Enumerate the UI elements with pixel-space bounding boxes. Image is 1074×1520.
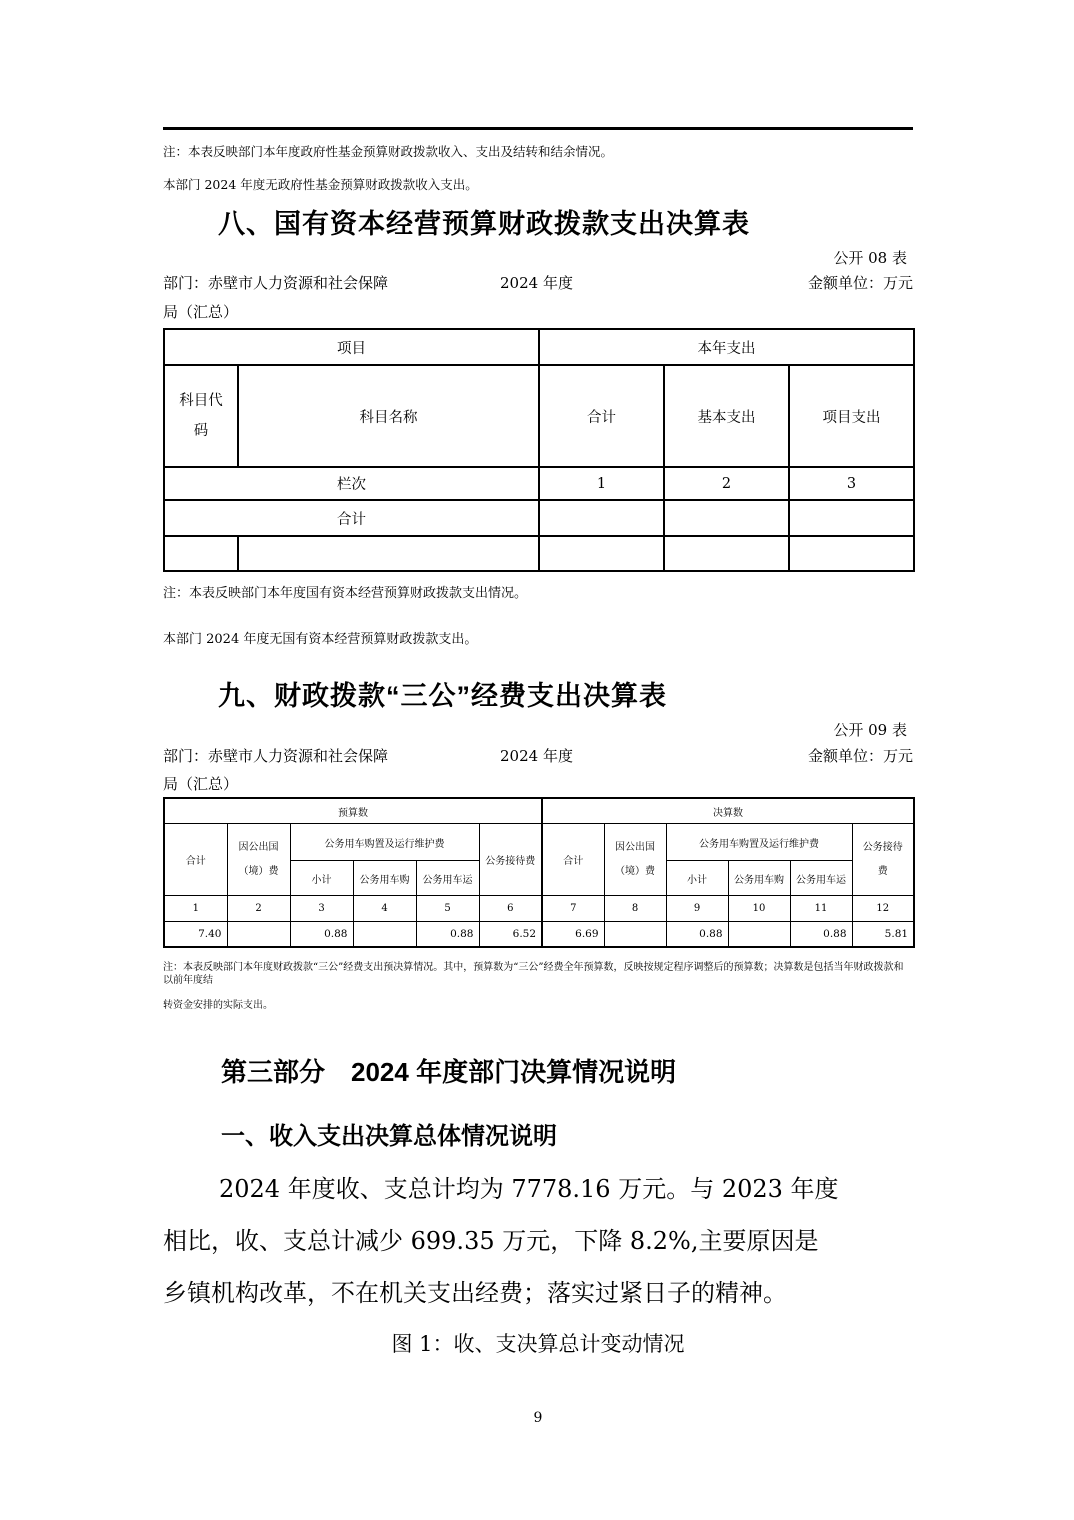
paragraph-line: 2024 年度收、支总计均为 7778.16 万元。与 2023 年度: [219, 1175, 839, 1203]
column-number: 9: [666, 896, 728, 922]
value-cell: 0.88: [290, 922, 353, 948]
value-cell: [227, 922, 290, 948]
final-vehicle-purchase-header: 公务用车购: [728, 861, 790, 896]
budget-total-header: 合计: [164, 824, 227, 896]
three-public-note-line1: 注：本表反映部门本年度财政拨款“三公”经费支出预决算情况。其中，预算数为“三公”经费全年预算数，反映按规定程序调整后的预算数；决算数是包括当年财政拨款和以前年度结: [163, 962, 904, 986]
three-public-note-line2: 转资金安排的实际支出。: [163, 1000, 273, 1011]
budget-vehicle-subtotal-header: 小计: [290, 861, 353, 896]
header-project-group: 项目: [164, 329, 539, 365]
value-cell: 0.88: [790, 922, 852, 948]
budget-reception-header: 公务接待费: [479, 824, 542, 896]
final-vehicle-subtotal-header: 小计: [666, 861, 728, 896]
fiscal-year-label: 2024 年度: [500, 747, 573, 765]
column-number: 7: [542, 896, 604, 922]
state-capital-expenditure-table: [163, 328, 915, 572]
department-line-08: [163, 272, 913, 292]
paragraph-line: 乡镇机构改革，不在机关支出经费；落实过紧日子的精神。: [163, 1279, 787, 1307]
column-number: 10: [728, 896, 790, 922]
empty-cell: [238, 536, 539, 571]
budget-vehicle-operation-header: 公务用车运: [416, 861, 479, 896]
header-subject-code: 科目代码: [164, 365, 238, 467]
column-index-label: 栏次: [164, 467, 539, 500]
empty-cell: [664, 500, 789, 536]
department-name: 部门：赤壁市人力资源和社会保障: [163, 747, 389, 765]
gov-fund-empty-note: 本部门 2024 年度无政府性基金预算财政拨款收入支出。: [163, 177, 478, 192]
empty-cell: [664, 536, 789, 571]
page-number: 9: [533, 1410, 543, 1426]
state-capital-empty-note: 本部门 2024 年度无国有资本经营预算财政拨款支出。: [163, 632, 478, 647]
table-row: [164, 896, 914, 922]
summary-paragraph: [163, 1163, 913, 1319]
paragraph-line: 相比，收、支总计减少 699.35 万元，下降 8.2%,主要原因是: [163, 1227, 819, 1255]
budget-vehicle-purchase-header: 公务用车购: [353, 861, 416, 896]
table-row: [164, 824, 914, 861]
column-number: 2: [227, 896, 290, 922]
amount-unit-label: 金额单位：万元: [807, 747, 913, 765]
department-line-09: [163, 745, 913, 765]
value-cell: 6.52: [479, 922, 542, 948]
value-cell: 6.69: [542, 922, 604, 948]
figure-1-caption: 图 1：收、支决算总计变动情况: [391, 1332, 685, 1356]
column-number: 2: [664, 467, 789, 500]
column-number: 1: [164, 896, 227, 922]
budget-vehicle-group-header: 公务用车购置及运行维护费: [290, 824, 479, 861]
top-horizontal-rule: [163, 127, 913, 130]
header-project-expenditure: 项目支出: [789, 365, 914, 467]
final-reception-header: 公务接待 费: [852, 824, 914, 896]
three-public-expenses-table: [163, 797, 915, 948]
value-cell: 7.40: [164, 922, 227, 948]
header-current-year-expenditure: 本年支出: [539, 329, 914, 365]
fiscal-year-label: 2024 年度: [500, 274, 573, 292]
table-row: [164, 365, 914, 467]
column-number: 5: [416, 896, 479, 922]
table-code-08: 公开 08 表: [833, 249, 907, 267]
header-total: 合计: [539, 365, 664, 467]
table-row: [164, 536, 914, 571]
total-row-label: 合计: [164, 500, 539, 536]
column-number: 6: [479, 896, 542, 922]
empty-cell: [539, 500, 664, 536]
table-row: [164, 467, 914, 500]
column-number: 1: [539, 467, 664, 500]
value-cell: [604, 922, 666, 948]
empty-cell: [789, 500, 914, 536]
budget-abroad-header: 因公出国 （境）费: [227, 824, 290, 896]
table-row: [164, 798, 914, 824]
final-total-header: 合计: [542, 824, 604, 896]
empty-cell: [539, 536, 664, 571]
column-number: 3: [789, 467, 914, 500]
value-cell: 0.88: [666, 922, 728, 948]
column-number: 4: [353, 896, 416, 922]
table-row: [164, 500, 914, 536]
column-number: 11: [790, 896, 852, 922]
state-capital-table-note: 注：本表反映部门本年度国有资本经营预算财政拨款支出情况。: [163, 586, 528, 601]
section-nine-title: 九、财政拨款“三公”经费支出决算表: [218, 681, 667, 711]
final-vehicle-group-header: 公务用车购置及运行维护费: [666, 824, 852, 861]
table-code-09: 公开 09 表: [833, 721, 907, 739]
gov-fund-table-note: 注：本表反映部门本年度政府性基金预算财政拨款收入、支出及结转和结余情况。: [163, 144, 614, 159]
department-name-wrap: 局（汇总）: [163, 775, 239, 793]
table-row: [164, 922, 914, 948]
empty-cell: [164, 536, 238, 571]
column-number: 8: [604, 896, 666, 922]
part-three-title: 第三部分 2024 年度部门决算情况说明: [221, 1057, 677, 1087]
section-eight-title: 八、国有资本经营预算财政拨款支出决算表: [218, 209, 750, 239]
budget-group-header: 预算数: [164, 798, 542, 824]
part-three-subtitle: 一、收入支出决算总体情况说明: [221, 1123, 557, 1150]
column-number: 12: [852, 896, 914, 922]
department-name-wrap: 局（汇总）: [163, 303, 239, 321]
department-name: 部门：赤壁市人力资源和社会保障: [163, 274, 389, 292]
header-basic-expenditure: 基本支出: [664, 365, 789, 467]
value-cell: 5.81: [852, 922, 914, 948]
final-group-header: 决算数: [542, 798, 914, 824]
empty-cell: [789, 536, 914, 571]
amount-unit-label: 金额单位：万元: [807, 274, 913, 292]
value-cell: 0.88: [416, 922, 479, 948]
final-vehicle-operation-header: 公务用车运: [790, 861, 852, 896]
header-subject-name: 科目名称: [238, 365, 539, 467]
final-abroad-header: 因公出国 （境）费: [604, 824, 666, 896]
value-cell: [728, 922, 790, 948]
value-cell: [353, 922, 416, 948]
column-number: 3: [290, 896, 353, 922]
table-row: [164, 329, 914, 365]
